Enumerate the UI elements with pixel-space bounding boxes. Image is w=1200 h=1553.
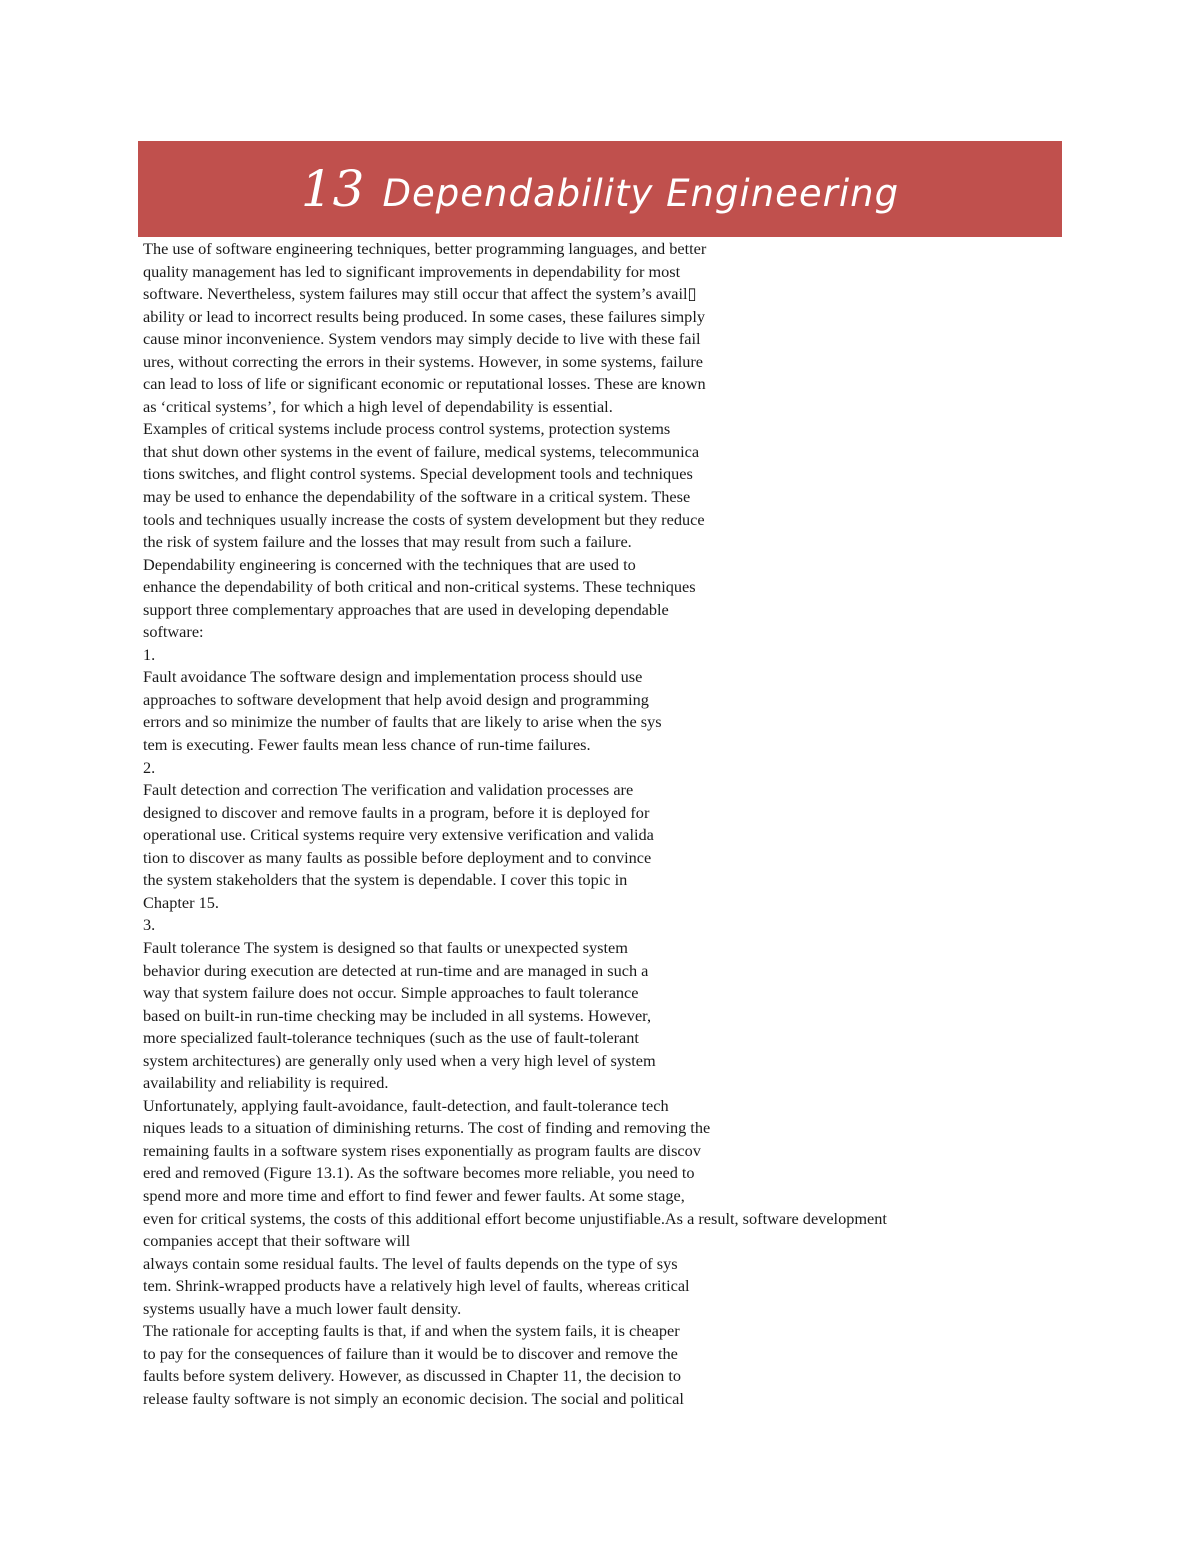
- text-line: based on built-in run-time checking may be included in all systems. However,: [143, 1005, 652, 1025]
- text-line: availability and reliability is required.: [143, 1073, 389, 1093]
- text-line: always contain some residual faults. The level of faults depends on the type of sys: [143, 1253, 678, 1273]
- text-line: ered and removed (Figure 13.1). As the software becomes more reliable, you need to: [143, 1163, 695, 1183]
- text-line: tem is executing. Fewer faults mean less chance of run-time failures.: [143, 735, 591, 755]
- text-line: niques leads to a situation of diminishing returns. The cost of finding and removing the: [143, 1118, 711, 1138]
- chapter-number: 13: [300, 160, 365, 218]
- text-line: ability or lead to incorrect results being produced. In some cases, these failures simply: [143, 306, 705, 326]
- text-line: The rationale for accepting faults is that, if and when the system fails, it is cheaper: [143, 1321, 680, 1341]
- text-line: support three complementary approaches that are used in developing dependable: [143, 599, 669, 619]
- chapter-heading: [301, 160, 899, 218]
- text-line: Examples of critical systems include process control systems, protection systems: [143, 419, 671, 439]
- text-line: tools and techniques usually increase the costs of system development but they reduce: [143, 509, 705, 529]
- text-line: companies accept that their software will: [143, 1231, 411, 1251]
- text-line: the risk of system failure and the losses that may result from such a failure.: [143, 532, 632, 552]
- text-line: Unfortunately, applying fault-avoidance, fault-detection, and fault-tolerance tech: [143, 1095, 669, 1115]
- text-line: systems usually have a much lower fault density.: [143, 1298, 462, 1318]
- text-line: software. Nevertheless, system failures may still occur that affect the system’s avail▯: [143, 284, 697, 304]
- text-line: tem. Shrink-wrapped products have a relatively high level of faults, whereas critical: [143, 1276, 690, 1296]
- text-line: ures, without correcting the errors in their systems. However, in some systems, failure: [143, 351, 704, 371]
- text-line: errors and so minimize the number of faults that are likely to arise when the sys: [143, 712, 662, 732]
- text-line: the system stakeholders that the system is dependable. I cover this topic in: [143, 870, 628, 890]
- text-line: tions switches, and flight control systems. Special development tools and techniques: [143, 464, 693, 484]
- text-line: approaches to software development that help avoid design and programming: [143, 689, 649, 709]
- text-line: Dependability engineering is concerned with the techniques that are used to: [143, 554, 636, 574]
- chapter-banner: [138, 141, 1062, 237]
- text-line: Fault tolerance The system is designed so that faults or unexpected system: [143, 937, 628, 957]
- text-line: designed to discover and remove faults in a program, before it is deployed for: [143, 802, 650, 822]
- text-line: behavior during execution are detected at run-time and are managed in such a: [143, 960, 649, 980]
- text-line: way that system failure does not occur. Simple approaches to fault tolerance: [143, 983, 639, 1003]
- text-line: even for critical systems, the costs of this additional effort become unjustifiable.As a result, software development: [143, 1208, 887, 1228]
- text-line: quality management has led to significant improvements in dependability for most: [143, 261, 681, 281]
- text-line: 3.: [143, 915, 156, 935]
- text-line: remaining faults in a software system rises exponentially as program faults are discov: [143, 1140, 701, 1160]
- text-line: to pay for the consequences of failure than it would be to discover and remove the: [143, 1343, 678, 1363]
- text-line: Fault avoidance The software design and implementation process should use: [143, 667, 643, 687]
- text-line: operational use. Critical systems require very extensive verification and valida: [143, 825, 654, 845]
- text-line: enhance the dependability of both critical and non-critical systems. These techniques: [143, 577, 696, 597]
- text-line: 1.: [143, 644, 156, 664]
- text-line: Chapter 15.: [143, 892, 219, 912]
- text-line: cause minor inconvenience. System vendors may simply decide to live with these fail: [143, 329, 701, 349]
- text-line: can lead to loss of life or significant economic or reputational losses. These are known: [143, 374, 706, 394]
- text-line: Fault detection and correction The verification and validation processes are: [143, 780, 634, 800]
- body-text: [143, 238, 1103, 1410]
- text-line: system architectures) are generally only used when a very high level of system: [143, 1050, 656, 1070]
- text-line: 2.: [143, 757, 156, 777]
- text-line: software:: [143, 622, 204, 642]
- text-line: release faulty software is not simply an economic decision. The social and political: [143, 1388, 684, 1408]
- text-line: may be used to enhance the dependability of the software in a critical system. These: [143, 487, 691, 507]
- chapter-title: Dependability Engineering: [382, 172, 900, 215]
- text-line: faults before system delivery. However, as discussed in Chapter 11, the decision to: [143, 1366, 681, 1386]
- text-line: that shut down other systems in the event of failure, medical systems, telecommunica: [143, 441, 700, 461]
- text-line: more specialized fault-tolerance techniques (such as the use of fault-tolerant: [143, 1028, 639, 1048]
- text-line: The use of software engineering techniques, better programming languages, and better: [143, 239, 707, 258]
- text-line: spend more and more time and effort to find fewer and fewer faults. At some stage,: [143, 1185, 685, 1205]
- text-line: tion to discover as many faults as possible before deployment and to convince: [143, 847, 652, 867]
- text-line: as ‘critical systems’, for which a high level of dependability is essential.: [143, 396, 613, 416]
